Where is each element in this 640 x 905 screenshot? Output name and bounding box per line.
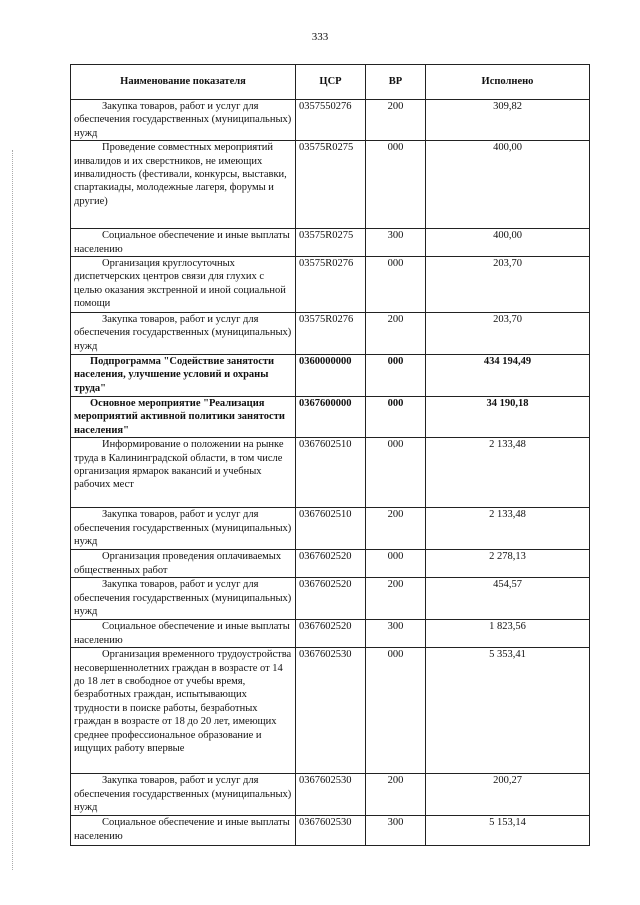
row-executed-cell: 2 133,48: [426, 508, 590, 550]
row-csr-cell: 03575R0275: [296, 229, 366, 257]
table-row: [71, 229, 590, 257]
table-row: [71, 774, 590, 816]
table-row: [71, 550, 590, 578]
row-name-cell: Организация круглосуточных диспетчерских центров связи для глухих с целью оказания экстренной и иной социальной помощи: [71, 257, 296, 313]
table-row: [71, 578, 590, 620]
table-row: [71, 313, 590, 355]
row-csr-cell: 03575R0276: [296, 313, 366, 355]
row-executed-cell: 434 194,49: [426, 355, 590, 397]
table-row: [71, 397, 590, 438]
row-vr-cell: 000: [366, 257, 426, 313]
row-csr-cell: 0367602520: [296, 550, 366, 578]
table-row: [71, 620, 590, 648]
row-name-cell: Закупка товаров, работ и услуг для обеспечения государственных (муниципальных) нужд: [71, 774, 296, 816]
header-csr: ЦСР: [296, 65, 366, 100]
row-name-cell: Подпрограмма "Содействие занятости населения, улучшение условий и охраны труда": [71, 355, 296, 397]
row-vr-cell: 200: [366, 313, 426, 355]
row-vr-cell: 200: [366, 100, 426, 141]
row-executed-cell: 34 190,18: [426, 397, 590, 438]
row-executed-cell: 400,00: [426, 229, 590, 257]
row-csr-cell: 03575R0275: [296, 141, 366, 229]
table-row: [71, 100, 590, 141]
row-executed-cell: 400,00: [426, 141, 590, 229]
row-csr-cell: 0367602520: [296, 620, 366, 648]
header-executed: Исполнено: [426, 65, 590, 100]
table-row: [71, 355, 590, 397]
row-csr-cell: 0357550276: [296, 100, 366, 141]
row-vr-cell: 300: [366, 620, 426, 648]
row-vr-cell: 300: [366, 816, 426, 846]
row-csr-cell: 0360000000: [296, 355, 366, 397]
row-vr-cell: 300: [366, 229, 426, 257]
row-executed-cell: 200,27: [426, 774, 590, 816]
row-name-cell: Закупка товаров, работ и услуг для обеспечения государственных (муниципальных) нужд: [71, 100, 296, 141]
row-name-cell: Проведение совместных мероприятий инвалидов и их сверстников, не имеющих инвалидность (фестивали, конкурсы, выставки, спартакиады, молодежные лагеря, форумы и другие): [71, 141, 296, 229]
table-body: [71, 100, 590, 846]
scan-edge-mark: [12, 150, 15, 870]
row-vr-cell: 200: [366, 578, 426, 620]
row-name-cell: Социальное обеспечение и иные выплаты населению: [71, 229, 296, 257]
row-vr-cell: 000: [366, 648, 426, 774]
row-name-cell: Социальное обеспечение и иные выплаты населению: [71, 816, 296, 846]
table-row: [71, 438, 590, 508]
row-csr-cell: 0367602530: [296, 816, 366, 846]
report-table: [70, 64, 590, 846]
row-executed-cell: 2 278,13: [426, 550, 590, 578]
row-vr-cell: 200: [366, 508, 426, 550]
row-executed-cell: 454,57: [426, 578, 590, 620]
header-name: Наименование показателя: [71, 65, 296, 100]
row-executed-cell: 2 133,48: [426, 438, 590, 508]
row-csr-cell: 0367602530: [296, 648, 366, 774]
row-name-cell: Закупка товаров, работ и услуг для обеспечения государственных (муниципальных) нужд: [71, 313, 296, 355]
row-name-cell: Закупка товаров, работ и услуг для обеспечения государственных (муниципальных) нужд: [71, 508, 296, 550]
row-name-cell: Организация временного трудоустройства несовершеннолетних граждан в возрасте от 14 до 18 лет в свободное от учебы время, безработных граждан, испытывающих трудности в поиске работы, безработных граждан в возрасте от 18 до 20 лет, имеющих среднее профессиональное образование и ищущих работу впервые: [71, 648, 296, 774]
header-vr: ВР: [366, 65, 426, 100]
table-row: [71, 508, 590, 550]
row-vr-cell: 000: [366, 550, 426, 578]
row-name-cell: Организация проведения оплачиваемых общественных работ: [71, 550, 296, 578]
row-csr-cell: 0367602510: [296, 438, 366, 508]
row-name-cell: Основное мероприятие "Реализация мероприятий активной политики занятости населения": [71, 397, 296, 438]
table-row: [71, 816, 590, 846]
row-vr-cell: 000: [366, 141, 426, 229]
row-vr-cell: 200: [366, 774, 426, 816]
row-executed-cell: 1 823,56: [426, 620, 590, 648]
table-row: [71, 141, 590, 229]
row-executed-cell: 5 153,14: [426, 816, 590, 846]
row-vr-cell: 000: [366, 355, 426, 397]
table-row: [71, 648, 590, 774]
table-header-row: [71, 65, 590, 100]
row-csr-cell: 03575R0276: [296, 257, 366, 313]
row-csr-cell: 0367602520: [296, 578, 366, 620]
row-executed-cell: 203,70: [426, 313, 590, 355]
row-csr-cell: 0367602530: [296, 774, 366, 816]
row-name-cell: Информирование о положении на рынке труда в Калининградской области, в том числе организация ярмарок вакансий и учебных рабочих мест: [71, 438, 296, 508]
row-name-cell: Социальное обеспечение и иные выплаты населению: [71, 620, 296, 648]
row-executed-cell: 309,82: [426, 100, 590, 141]
row-vr-cell: 000: [366, 397, 426, 438]
row-csr-cell: 0367602510: [296, 508, 366, 550]
table-row: [71, 257, 590, 313]
row-vr-cell: 000: [366, 438, 426, 508]
row-name-cell: Закупка товаров, работ и услуг для обеспечения государственных (муниципальных) нужд: [71, 578, 296, 620]
row-csr-cell: 0367600000: [296, 397, 366, 438]
row-executed-cell: 5 353,41: [426, 648, 590, 774]
page-number: 333: [311, 31, 329, 43]
row-executed-cell: 203,70: [426, 257, 590, 313]
